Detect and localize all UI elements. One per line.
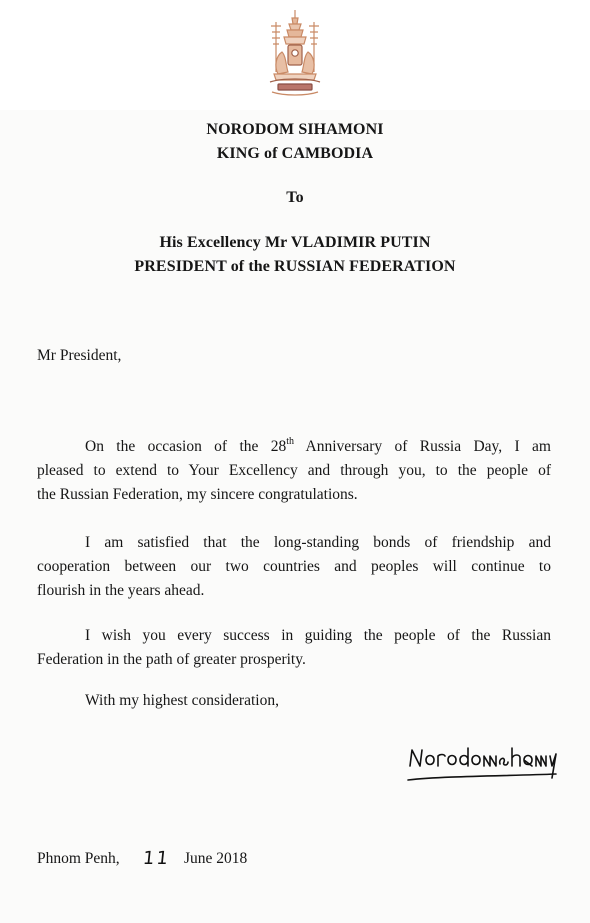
paragraph-1-line-2: pleased to extend to Your Excellency and through you, to the people of — [37, 462, 551, 479]
paragraph-2-line-2: cooperation between our two countries and peoples will continue to — [37, 558, 551, 575]
paragraph-3-line-1: I wish you every success in guiding the people of the Russian — [85, 627, 551, 644]
handwritten-signature — [404, 736, 560, 792]
recipient-title: PRESIDENT of the RUSSIAN FEDERATION — [134, 258, 456, 275]
closing-line: With my highest consideration, — [85, 692, 279, 709]
paragraph-1-line-1: On the occasion of the 28th Anniversary of Russia Day, I am — [85, 435, 551, 455]
recipient-name: His Excellency Mr VLADIMIR PUTIN — [159, 234, 431, 251]
salutation: Mr President, — [37, 347, 122, 364]
paragraph-2 — [37, 531, 551, 603]
paragraph-2-line-1: I am satisfied that the long-standing bonds of friendship and — [85, 534, 551, 551]
paragraph-1-line-3: the Russian Federation, my sincere congratulations. — [37, 486, 358, 503]
month-year: June 2018 — [184, 850, 248, 867]
sender-name: NORODOM SIHAMONI — [206, 121, 384, 138]
sender-title: KING of CAMBODIA — [216, 145, 374, 162]
royal-coat-of-arms-emblem — [262, 8, 328, 102]
to-line: To — [286, 189, 304, 206]
place: Phnom Penh, — [37, 850, 120, 867]
paragraph-3 — [37, 624, 551, 672]
paragraph-1 — [37, 435, 551, 507]
handwritten-day: 11 — [141, 848, 172, 869]
paragraph-2-line-3: flourish in the years ahead. — [37, 582, 205, 599]
paragraph-3-line-2: Federation in the path of greater prosperity. — [37, 651, 306, 668]
